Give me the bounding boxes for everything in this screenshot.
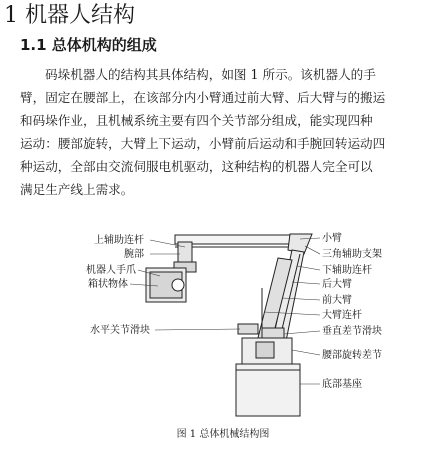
- label-front-big-arm: 前大臂: [322, 295, 352, 306]
- label-horizontal-slider: 水平关节滑块: [90, 325, 150, 336]
- label-base: 底部基座: [322, 379, 362, 390]
- label-box-object: 箱状物体: [88, 279, 128, 290]
- figure-caption: 图 1 总体机械结构图: [176, 429, 270, 440]
- paragraph-line: 码垛机器人的结构其具体结构，如图 1 所示。该机器人的手: [45, 67, 376, 82]
- label-triangle-support: 三角辅助支架: [322, 249, 382, 260]
- paragraph-line: 臂，固定在腰部上，在该部分内小臂通过前大臂、后大臂与的搬运: [20, 90, 386, 105]
- label-waist-joint: 腰部旋转差节: [322, 350, 382, 361]
- label-vertical-slider: 垂直差节滑块: [322, 326, 382, 337]
- paragraph-line: 和码垛作业，且机械系统主要有四个关节部分组成，能实现四种: [20, 113, 373, 128]
- robot-diagram: [0, 228, 446, 432]
- label-rear-big-arm: 后大臂: [322, 279, 352, 290]
- label-big-arm-rod: 大臂连杆: [322, 310, 362, 321]
- paragraph-line: 运动：腰部旋转，大臂上下运动，小臂前后运动和手腕回转运动四: [20, 136, 386, 151]
- horizontal-slider-shape: [238, 324, 258, 334]
- section-heading: 1 机器人结构: [4, 3, 135, 28]
- label-small-arm: 小臂: [322, 233, 342, 244]
- label-lower-aux-link: 下辅助连杆: [322, 265, 372, 276]
- label-wrist: 腕部: [124, 249, 144, 260]
- robot-structure-figure: [0, 228, 446, 432]
- gripper-motor-shape: [172, 279, 184, 291]
- base-shape: [236, 364, 300, 416]
- waist-motor-shape: [256, 342, 274, 358]
- paragraph-line: 种运动，全部由交流伺服电机驱动，这种结构的机器人完全可以: [20, 159, 373, 174]
- small-arm-shape: [175, 235, 305, 244]
- body-paragraph: [20, 63, 438, 201]
- subsection-heading: 1.1 总体机构的组成: [20, 36, 157, 54]
- wrist-shape: [178, 242, 192, 264]
- label-gripper: 机器人手爪: [86, 265, 136, 276]
- paragraph-line: 满足生产线上需求。: [20, 182, 134, 197]
- label-upper-aux-link: 上辅助连杆: [94, 235, 144, 246]
